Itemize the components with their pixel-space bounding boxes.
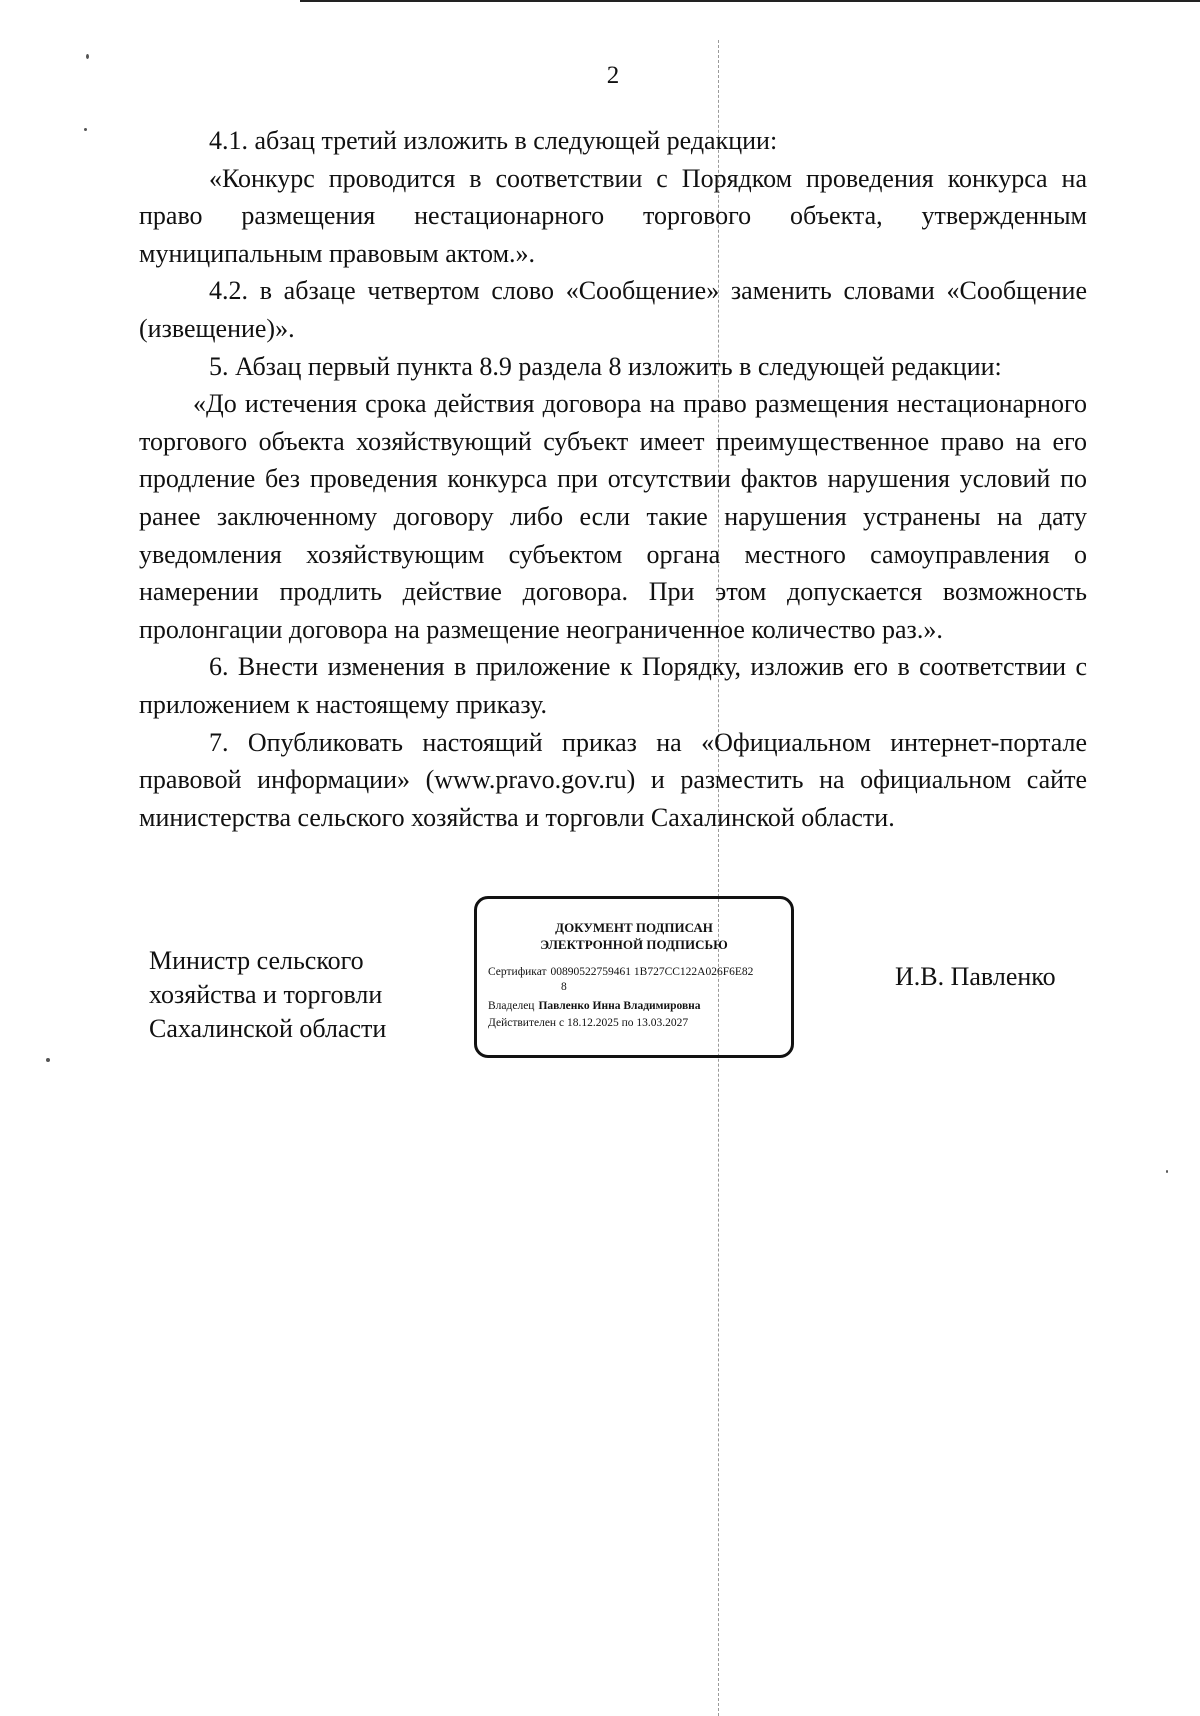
signer-position-line: Министр сельского <box>149 946 364 975</box>
scan-speck <box>46 1058 50 1062</box>
page-number: 2 <box>606 62 620 89</box>
paragraph-4-1: 4.1. абзац третий изложить в следующей редакции: <box>209 126 778 155</box>
stamp-certificate-value: 00890522759461 1B727CC122A026F6E82 <box>550 966 754 978</box>
signer-position-line: хозяйства и торговли <box>149 980 383 1009</box>
stamp-validity: Действителен с 18.12.2025 по 13.03.2027 <box>488 1017 689 1029</box>
stamp-title <box>477 919 791 953</box>
stamp-title-line: ЭЛЕКТРОННОЙ ПОДПИСЬЮ <box>540 937 728 952</box>
stamp-certificate-tail: 8 <box>561 981 567 993</box>
paragraph-4-2: 4.2. в абзаце четвертом слово «Сообщение» заменить словами «Сообщение (извещение)». <box>139 276 1087 343</box>
paragraph-6: 6. Внести изменения в приложение к Порядку, изложив его в соответствии с приложением к настоящему приказу. <box>139 652 1087 719</box>
document-body <box>139 122 1087 836</box>
electronic-signature-stamp <box>474 896 794 1058</box>
paragraph-7: 7. Опубликовать настоящий приказ на «Официальном интернет-портале правовой информации» (www.pravo.gov.ru) и разместить на официальном сайте министерства сельского хозяйства и торговли Сахалинской области. <box>139 727 1087 832</box>
top-edge-rule <box>300 0 1200 2</box>
stamp-owner <box>488 1000 788 1013</box>
stamp-certificate <box>488 966 788 979</box>
stamp-title-line: ДОКУМЕНТ ПОДПИСАН <box>555 920 713 935</box>
paragraph-4-1-quote: «Конкурс проводится в соответствии с Порядком проведения конкурса на право размещения нестационарного торгового объекта, утвержденным муниципальным правовым актом.». <box>139 163 1087 268</box>
stamp-owner-label: Владелец <box>488 1000 535 1012</box>
scan-speck <box>1166 1170 1168 1173</box>
scan-speck <box>84 128 87 131</box>
stamp-owner-value: Павленко Инна Владимировна <box>538 1000 701 1012</box>
scan-speck <box>86 54 89 59</box>
signer-position <box>149 944 429 1046</box>
signer-position-line: Сахалинской области <box>149 1014 387 1043</box>
paragraph-5-quote: «До истечения срока действия договора на право размещения нестационарного торгового объекта хозяйствующий субъект имеет преимущественное право на его продление без проведения конкурса при отсутствии фактов нарушения условий по ранее заключенному договору либо если такие нарушения устранены на дату уведомления хозяйствующим субъектом органа местного самоуправления о намерении продлить действие договора. При этом допускается возможность пролонгации договора на размещение неограниченное количество раз.». <box>139 389 1087 644</box>
paragraph-5: 5. Абзац первый пункта 8.9 раздела 8 изложить в следующей редакции: <box>209 351 1002 381</box>
stamp-certificate-label: Сертификат <box>488 966 547 978</box>
signer-name: И.В. Павленко <box>895 962 1056 991</box>
